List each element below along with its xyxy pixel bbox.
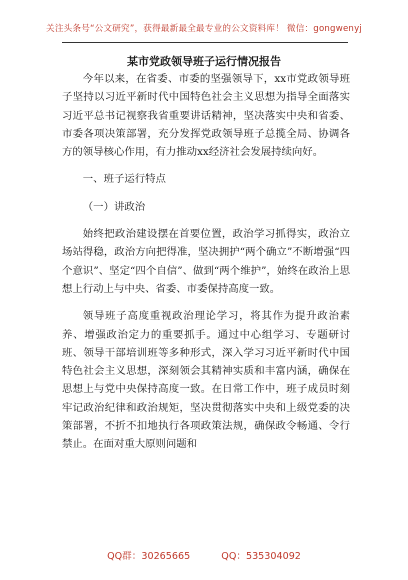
subsection-heading: （一）讲政治 [82,200,146,213]
paragraph-intro: 今年以来，在省委、市委的坚强领导下，xx市党政领导班子坚持以习近平新时代中国特色社会主义思想为指导全面落实习近平总书记视察我省重要讲话精神，坚决落实中央和省委、市委各项决策部署，充分发挥党政领导班子总揽全局、协调各方的领导核心作用，有力推动xx经济社会发展持续向好。 [62,73,350,159]
document-title: 某市党政领导班子运行情况报告 [127,55,281,68]
footer-contact [0,548,408,562]
header-divider [62,42,348,43]
footer-qq: QQ：535304092 [221,551,301,562]
section-heading: 一、班子运行特点 [82,173,166,186]
footer-qq-group: QQ群：30265665 [107,551,191,562]
paragraph-study: 领导班子高度重视政治理论学习，将其作为提升政治素养、增强政治定力的重要抓手。通过中心组学习、专题研讨班、领导干部培训班等多种形式，深入学习习近平新时代中国特色社会主义思想，深刻领会其精神实质和丰富内涵，确保在思想上与党中央保持高度一致。在日常工作中，班子成员时刻牢记政治纪律和政治规矩，坚决贯彻落实中央和上级党委的决策部署，不折不扣地执行各项政策法规，确保政令畅通、令行禁止。在面对重大原则问题和 [62,310,350,451]
document-body [62,70,350,454]
header-banner: 关注头条号“公文研究”，获得最新最全最专业的公文资料库！ 微信：gongwenyj [46,24,362,34]
paragraph-politics: 始终把政治建设摆在首要位置，政治学习抓得实，政治立场站得稳，政治方向把得准，坚决拥护“两个确立”不断增强“四个意识”、坚定“四个自信”、做到“两个维护”，始终在政治上思想上行动上与中央、省委、市委保持高度一致。 [62,228,350,295]
